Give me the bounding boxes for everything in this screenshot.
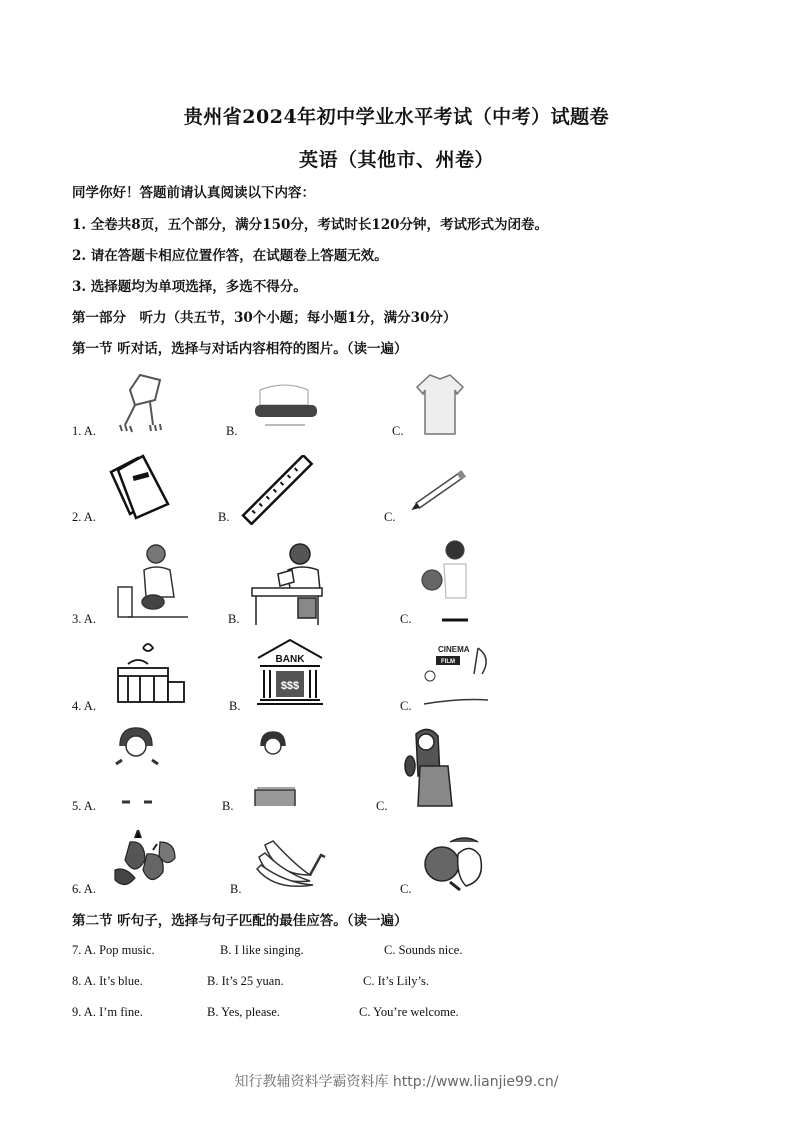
q8-option-b: B. It’s 25 yuan. [207,974,284,988]
q3-option-c-label: C. [400,612,412,626]
q1-option-c-label: C. [392,424,404,438]
q8-option-a: 8. A. It’s blue. [72,974,143,988]
hat-picture [250,380,320,430]
bank-picture [254,636,326,706]
section1-heading: 第一节 听对话，选择与对话内容相符的图片。（读一遍） [72,341,408,357]
q8-option-c: C. It’s Lily’s. [363,974,429,988]
strawberries-picture [105,830,185,892]
section2-heading: 第二节 听句子，选择与句子匹配的最佳应答。（读一遍） [72,913,408,929]
q7-option-a: 7. A. Pop music. [72,943,155,957]
q2-label: 2. A. [72,510,96,524]
q1-option-b-label: B. [226,424,238,438]
q5-option-b-label: B. [222,799,234,813]
pencil-picture [405,465,475,515]
instructions-greeting: 同学你好！答题前请认真阅读以下内容： [72,185,315,201]
q4-option-b-label: B. [229,699,241,713]
cinema-sign-text: CINEMA [438,645,470,654]
girl-smiling-picture [243,728,308,808]
q1-label: 1. A. [72,424,96,438]
q3-option-b-label: B. [228,612,240,626]
q5-label: 5. A. [72,799,96,813]
q5-option-c-label: C. [376,799,388,813]
instruction-item-2: 2. 请在答题卡相应位置作答，在试题卷上答题无效。 [72,248,388,264]
book-picture [108,452,173,522]
bank-dollar-text: $$$ [280,680,300,692]
q6-option-b-label: B. [230,882,242,896]
q9-option-c: C. You’re welcome. [359,1005,459,1019]
t-shirt-picture [415,372,465,437]
film-sign-text: FILM [441,659,455,665]
q3-label: 3. A. [72,612,96,626]
boy-cooking-picture [108,542,188,622]
q7-option-c: C. Sounds nice. [384,943,463,957]
apples-picture [420,832,495,892]
q6-option-c-label: C. [400,882,412,896]
cinema-picture [420,638,495,708]
scarf-picture [105,370,175,435]
boy-basketball-picture [420,538,475,623]
girl-sad-picture [108,726,163,808]
boy-reading-picture [250,540,330,625]
q6-label: 6. A. [72,882,96,896]
bank-sign-text: BANK [275,654,305,665]
ruler-picture [240,455,315,525]
exam-title: 贵州省2024年初中学业水平考试（中考）试题卷 [183,106,610,128]
q9-option-a: 9. A. I’m fine. [72,1005,143,1019]
shop-picture [108,636,188,706]
q4-option-c-label: C. [400,699,412,713]
girl-eating-picture [398,726,458,808]
part1-heading: 第一部分 听力（共五节，30个小题；每小题1分，满分30分） [72,310,457,326]
instruction-item-3: 3. 选择题均为单项选择，多选不得分。 [72,279,307,295]
footer-watermark: 知行教辅资料学霸资料库 http://www.lianjie99.cn/ [234,1074,559,1090]
instruction-item-1: 1. 全卷共8页，五个部分，满分150分，考试时长120分钟，考试形式为闭卷。 [72,217,549,233]
q2-option-c-label: C. [384,510,396,524]
exam-subtitle: 英语（其他市、州卷） [298,149,494,171]
q9-option-b: B. Yes, please. [207,1005,280,1019]
q4-label: 4. A. [72,699,96,713]
q2-option-b-label: B. [218,510,230,524]
q7-option-b: B. I like singing. [220,943,304,957]
bananas-picture [255,835,330,890]
